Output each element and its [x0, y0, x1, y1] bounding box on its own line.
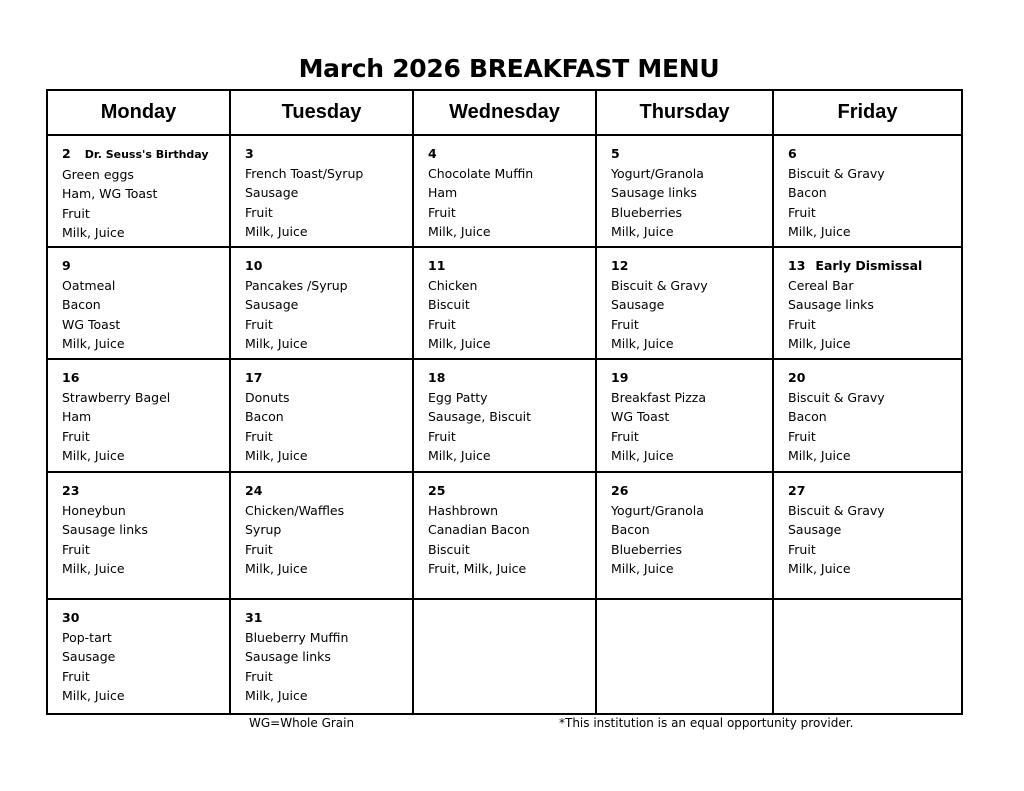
day-heading	[611, 144, 758, 164]
day-cell	[230, 135, 413, 247]
header-thursday: Thursday	[596, 90, 773, 135]
day-cell-content	[48, 600, 229, 706]
menu-item: Fruit	[788, 541, 816, 557]
menu-item: Cereal Bar	[788, 277, 854, 293]
menu-item: Sausage	[611, 297, 665, 312]
day-cell-content	[414, 473, 595, 579]
page-title: March 2026 BREAKFAST MENU	[298, 54, 720, 83]
day-cell-content	[48, 360, 229, 466]
menu-item: WG Toast	[62, 316, 121, 332]
menu-item: Fruit	[428, 204, 456, 220]
day-number: 27	[788, 483, 806, 498]
day-cell-content	[597, 360, 772, 466]
day-cell-content	[414, 248, 595, 354]
menu-item: Blueberry Muffin	[245, 629, 349, 645]
menu-item: Bacon	[788, 409, 827, 424]
day-cell	[596, 472, 773, 599]
day-number: 24	[245, 483, 263, 498]
day-cell	[230, 247, 413, 359]
menu-item: Biscuit & Gravy	[611, 277, 708, 293]
menu-item: Milk, Juice	[62, 225, 125, 240]
menu-item: Milk, Juice	[788, 336, 851, 351]
menu-item: Fruit	[245, 668, 273, 684]
day-heading	[611, 481, 758, 501]
day-cell-content	[597, 136, 772, 242]
menu-item: Pancakes /Syrup	[245, 277, 348, 293]
day-number: 4	[428, 146, 437, 161]
day-heading	[62, 144, 215, 165]
menu-item: Blueberries	[611, 541, 683, 557]
day-heading	[611, 256, 758, 276]
menu-item: Fruit	[245, 316, 273, 332]
menu-item: Fruit	[62, 668, 90, 684]
menu-item: Milk, Juice	[245, 448, 308, 463]
menu-item: Milk, Juice	[611, 561, 674, 576]
day-heading	[611, 368, 758, 388]
menu-item: Sausage links	[788, 297, 874, 312]
header-tuesday: Tuesday	[230, 90, 413, 135]
menu-item: Syrup	[245, 522, 282, 537]
day-cell-content	[231, 473, 412, 579]
day-number: 6	[788, 146, 797, 161]
day-cell-content	[774, 473, 961, 579]
menu-item: Milk, Juice	[245, 224, 308, 239]
day-cell	[47, 472, 230, 599]
day-cell-content	[774, 248, 961, 354]
menu-item: Fruit	[788, 316, 816, 332]
day-heading	[788, 481, 947, 501]
day-cell-content	[597, 473, 772, 579]
day-cell	[773, 247, 962, 359]
empty-day-cell	[773, 599, 962, 714]
menu-item: Chocolate Muffin	[428, 165, 534, 181]
menu-item: Honeybun	[62, 502, 126, 518]
menu-item: Biscuit	[428, 541, 470, 557]
day-cell	[47, 359, 230, 472]
menu-item: Milk, Juice	[428, 224, 491, 239]
day-cell	[413, 247, 596, 359]
day-cell	[230, 359, 413, 472]
menu-item: Milk, Juice	[245, 561, 308, 576]
day-cell	[413, 472, 596, 599]
menu-item: Sausage, Biscuit	[428, 409, 531, 424]
menu-item: Milk, Juice	[245, 336, 308, 351]
menu-item: Fruit	[62, 428, 90, 444]
week-row	[47, 359, 962, 472]
day-cell	[230, 472, 413, 599]
day-cell-content	[231, 136, 412, 242]
menu-item: Oatmeal	[62, 277, 116, 293]
day-heading	[62, 368, 215, 388]
menu-item: Fruit	[788, 428, 816, 444]
day-cell-content	[597, 600, 772, 608]
day-number: 3	[245, 146, 254, 161]
menu-item: Canadian Bacon	[428, 522, 530, 537]
day-number: 23	[62, 483, 80, 498]
day-number: 18	[428, 370, 446, 385]
day-number: 9	[62, 258, 71, 273]
menu-item: Fruit	[788, 204, 816, 220]
menu-item: Bacon	[245, 409, 284, 424]
menu-item: Sausage	[62, 649, 116, 664]
menu-item: Strawberry Bagel	[62, 389, 171, 405]
day-heading	[788, 256, 947, 276]
menu-item: Chicken/Waffles	[245, 502, 345, 518]
day-cell-content	[231, 248, 412, 354]
menu-item: Fruit	[428, 428, 456, 444]
day-cell-content	[597, 248, 772, 354]
menu-item: Milk, Juice	[428, 448, 491, 463]
day-heading	[245, 481, 398, 501]
menu-item: Breakfast Pizza	[611, 389, 706, 405]
day-heading	[245, 608, 398, 628]
equal-opportunity-disclaimer: *This institution is an equal opportunity provider.	[559, 716, 854, 730]
menu-item: Ham	[428, 185, 458, 200]
menu-item: Biscuit	[428, 297, 470, 312]
day-heading	[428, 144, 581, 164]
menu-item: Bacon	[62, 297, 101, 312]
menu-item: Sausage	[245, 185, 299, 200]
day-number: 25	[428, 483, 446, 498]
menu-body	[47, 135, 962, 714]
menu-item: Fruit	[428, 316, 456, 332]
day-cell	[596, 359, 773, 472]
week-row	[47, 247, 962, 359]
day-heading	[245, 368, 398, 388]
menu-item: Milk, Juice	[245, 688, 308, 703]
day-heading	[788, 368, 947, 388]
day-number: 16	[62, 370, 80, 385]
day-cell	[47, 135, 230, 247]
menu-item: Sausage	[245, 297, 299, 312]
day-heading	[245, 144, 398, 164]
menu-item: Biscuit & Gravy	[788, 502, 885, 518]
menu-item: Milk, Juice	[428, 336, 491, 351]
menu-item: Egg Patty	[428, 389, 488, 405]
week-row	[47, 599, 962, 714]
menu-item: Yogurt/Granola	[611, 165, 704, 181]
menu-item: Biscuit & Gravy	[788, 389, 885, 405]
menu-item: Sausage links	[62, 522, 148, 537]
day-heading	[245, 256, 398, 276]
menu-item: Bacon	[788, 185, 827, 200]
menu-item: Donuts	[245, 389, 290, 405]
day-number: 19	[611, 370, 629, 385]
menu-item: Fruit	[611, 316, 639, 332]
day-cell	[230, 599, 413, 714]
day-cell-content	[414, 136, 595, 242]
day-number: 10	[245, 258, 263, 273]
header-friday: Friday	[773, 90, 962, 135]
menu-item: Fruit, Milk, Juice	[428, 561, 527, 576]
menu-item: Sausage links	[245, 649, 331, 664]
menu-item: Fruit	[245, 541, 273, 557]
day-cell-content	[231, 360, 412, 466]
day-number: 26	[611, 483, 629, 498]
menu-item: Sausage links	[611, 185, 697, 200]
day-cell	[773, 135, 962, 247]
menu-item: Bacon	[611, 522, 650, 537]
day-number: 11	[428, 258, 446, 273]
day-number: 20	[788, 370, 806, 385]
menu-item: Milk, Juice	[62, 688, 125, 703]
day-cell	[47, 247, 230, 359]
menu-item: Hashbrown	[428, 502, 499, 518]
day-heading	[62, 481, 215, 501]
day-cell	[596, 135, 773, 247]
day-heading	[62, 608, 215, 628]
day-number: 17	[245, 370, 263, 385]
day-number: 2	[62, 146, 71, 161]
day-cell	[773, 359, 962, 472]
menu-item: Fruit	[245, 428, 273, 444]
menu-item: Ham, WG Toast	[62, 186, 158, 201]
menu-item: Milk, Juice	[62, 448, 125, 463]
menu-item: Fruit	[62, 205, 90, 221]
empty-day-cell	[596, 599, 773, 714]
menu-item: Milk, Juice	[788, 561, 851, 576]
day-heading	[62, 256, 215, 276]
day-cell-content	[48, 248, 229, 354]
day-cell-content	[774, 360, 961, 466]
day-cell	[773, 472, 962, 599]
menu-item: Milk, Juice	[611, 448, 674, 463]
day-heading	[428, 481, 581, 501]
menu-item: Blueberries	[611, 204, 683, 220]
day-number: 30	[62, 610, 80, 625]
day-cell-content	[774, 136, 961, 242]
menu-item: Fruit	[62, 541, 90, 557]
menu-item: Pop-tart	[62, 629, 112, 645]
menu-item: Ham	[62, 409, 92, 424]
day-cell-content	[774, 600, 961, 608]
day-number: 13	[788, 258, 806, 273]
day-cell-content	[414, 360, 595, 466]
header-wednesday: Wednesday	[413, 90, 596, 135]
day-number: 31	[245, 610, 263, 625]
whole-grain-legend: WG=Whole Grain	[249, 716, 355, 730]
day-cell-content	[231, 600, 412, 706]
day-cell-content	[414, 600, 595, 608]
weekday-header-row	[47, 90, 962, 135]
day-heading	[788, 144, 947, 164]
menu-calendar	[46, 89, 963, 715]
header-monday: Monday	[47, 90, 230, 135]
day-number: 5	[611, 146, 620, 161]
day-cell	[47, 599, 230, 714]
menu-item: Chicken	[428, 277, 478, 293]
day-note: Dr. Seuss's Birthday	[84, 148, 209, 161]
day-cell	[596, 247, 773, 359]
menu-item: Milk, Juice	[611, 224, 674, 239]
menu-item: Milk, Juice	[611, 336, 674, 351]
menu-item: Milk, Juice	[62, 561, 125, 576]
day-cell-content	[48, 473, 229, 579]
day-cell-content	[48, 136, 229, 243]
menu-item: Yogurt/Granola	[611, 502, 704, 518]
menu-item: Milk, Juice	[62, 336, 125, 351]
menu-item: Milk, Juice	[788, 448, 851, 463]
menu-item: WG Toast	[611, 409, 670, 424]
day-cell	[413, 135, 596, 247]
week-row	[47, 135, 962, 247]
menu-item: Biscuit & Gravy	[788, 165, 885, 181]
day-cell	[413, 359, 596, 472]
week-row	[47, 472, 962, 599]
day-note: Early Dismissal	[815, 258, 923, 273]
day-heading	[428, 256, 581, 276]
menu-item: Sausage	[788, 522, 842, 537]
day-number: 12	[611, 258, 629, 273]
menu-item: Green eggs	[62, 166, 134, 182]
day-heading	[428, 368, 581, 388]
menu-item: Fruit	[611, 428, 639, 444]
menu-item: Milk, Juice	[788, 224, 851, 239]
menu-item: French Toast/Syrup	[245, 165, 364, 181]
empty-day-cell	[413, 599, 596, 714]
menu-item: Fruit	[245, 204, 273, 220]
